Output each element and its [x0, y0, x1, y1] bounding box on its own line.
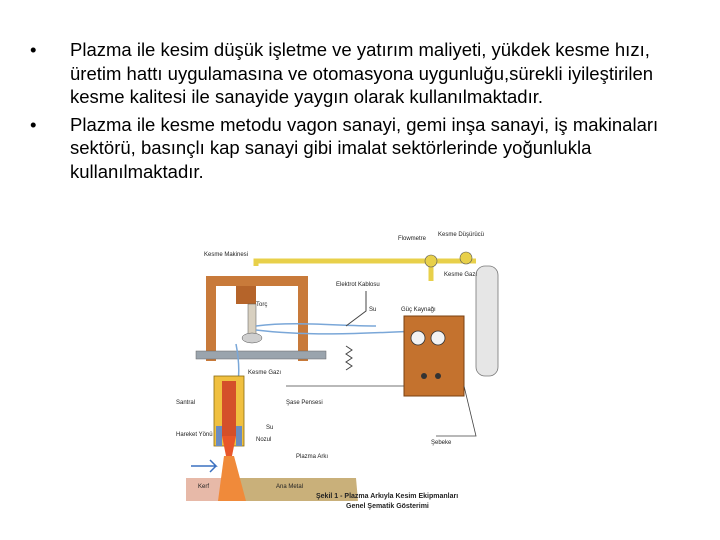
label-kesme-gazi: Kesme Gazı [444, 272, 478, 278]
figure-caption-line1: Şekil 1 - Plazma Arkıyla Kesim Ekipmanları [316, 493, 459, 500]
bullet-list [30, 38, 690, 187]
plasma-cutting-diagram [176, 226, 526, 524]
label-su: Su [369, 307, 377, 313]
label-ana-metal: Ana Metal [276, 484, 304, 490]
label-su-2: Su [266, 425, 274, 431]
label-kerf: Kerf [198, 484, 210, 490]
label-flowmetre: Flowmetre [398, 236, 427, 242]
figure-caption-line2: Genel Şematik Gösterimi [346, 503, 429, 510]
label-hareket-yonu: Hareket Yönü [176, 432, 213, 438]
label-kesme-dusurucu: Kesme Düşürücü [438, 232, 485, 238]
label-elektrot-kablosu: Elektrot Kablosu [336, 282, 380, 288]
bullet-symbol: • [30, 39, 37, 60]
label-kesme-makinesi: Kesme Makinesi [204, 252, 249, 258]
bullet-item [30, 38, 690, 109]
torch-icon [242, 304, 262, 343]
label-nozul: Nozul [256, 437, 272, 443]
label-plazma-arki: Plazma Arkı [296, 454, 329, 460]
label-guc-kaynagi: Güç Kaynağı [401, 307, 436, 313]
bullet-text: Plazma ile kesim düşük işletme ve yatırım maliyeti, yükdek kesme hızı, üretim hattı uygulamasına ve otomasyona uygunluğu,sürekli iyileştirilen kesme kalitesi ile sanayide yaygın olarak kullanılmaktadır. [70, 39, 654, 107]
label-sase-pensesi: Şase Pensesi [286, 400, 323, 406]
power-supply [404, 316, 464, 396]
label-kesme-gazi-2: Kesme Gazı [248, 370, 282, 376]
label-sebeke: Şebeke [431, 440, 452, 446]
cutting-machine [196, 276, 326, 361]
label-torc: Torç [256, 302, 268, 308]
label-santral: Santral [176, 400, 196, 406]
bullet-text: Plazma ile kesme metodu vagon sanayi, gemi inşa sanayi, iş makinaları sektörü, basınçlı kap sanayi gibi imalat sektörlerinde yoğunlukla kullanılmaktadır. [70, 113, 659, 182]
bullet-item [30, 113, 690, 184]
bullet-symbol: • [30, 113, 37, 135]
electrode-cable [346, 291, 366, 370]
torch-cutaway [214, 376, 244, 456]
